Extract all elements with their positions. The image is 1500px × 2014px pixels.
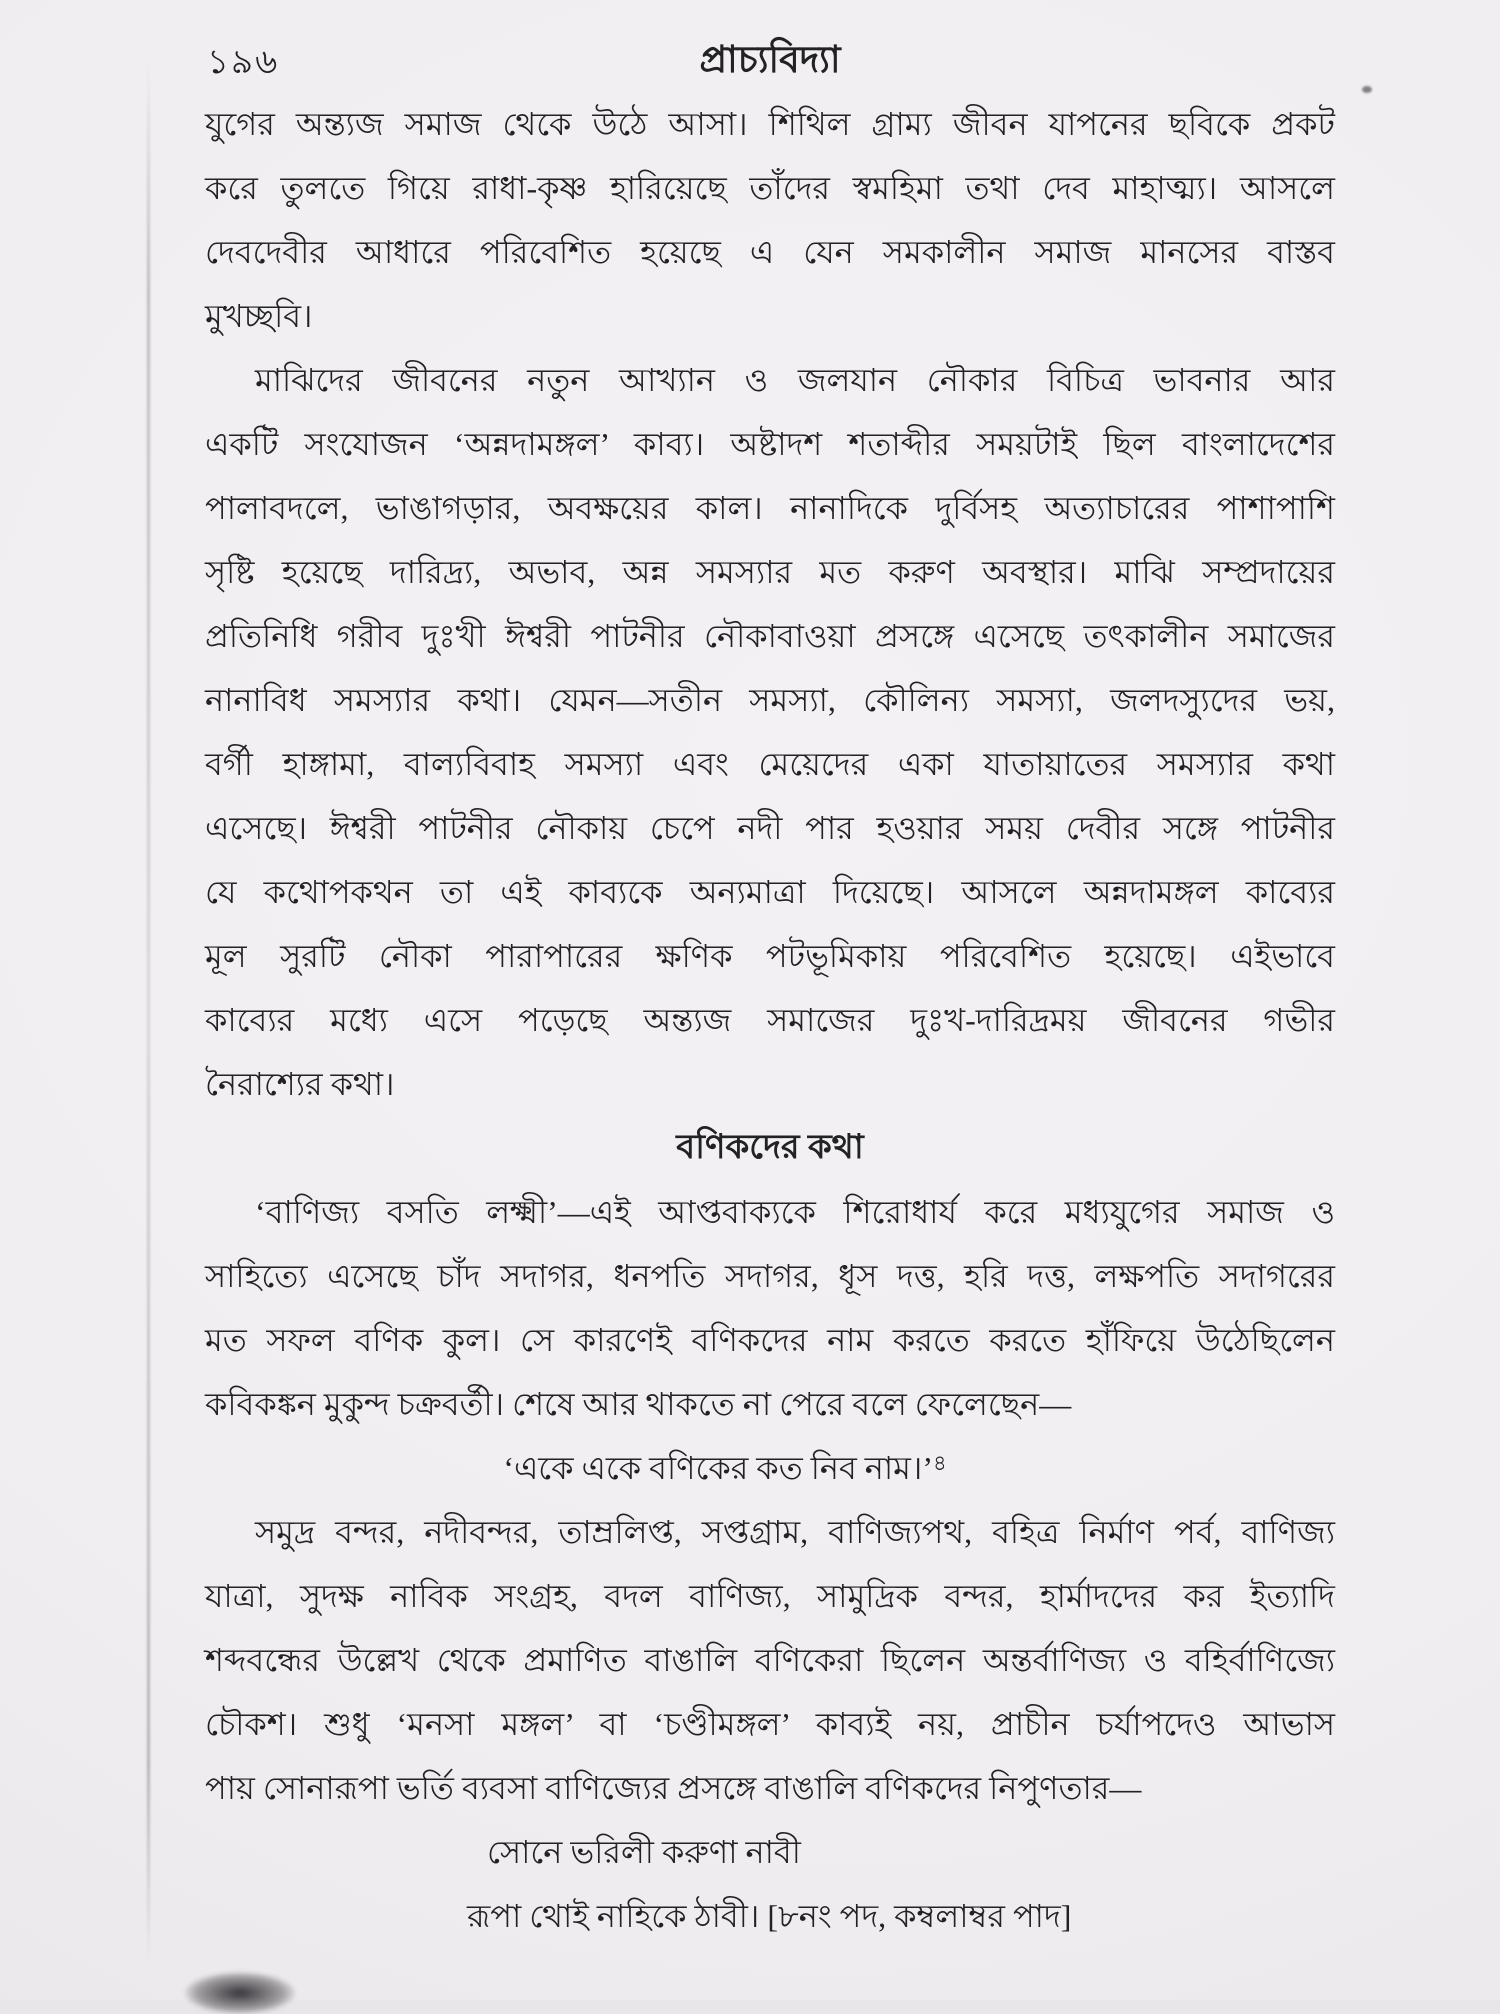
- verse-line: রূপা থোই নাহিকে ঠাবী। [৮নং পদ, কম্বলাম্বর পাদ]: [467, 1898, 1072, 1934]
- text-line: কবিকঙ্কন মুকুন্দ চক্রবর্তী। শেষে আর থাকতে না পেরে বলে ফেলেছেন—: [205, 1386, 1072, 1422]
- text-line: পায় সোনারূপা ভর্তি ব্যবসা বাণিজ্যের প্রসঙ্গে বাঙালি বণিকদের নিপুণতার—: [205, 1770, 1142, 1806]
- verse-block: [205, 1820, 1335, 1948]
- paragraph: [205, 1180, 1335, 1436]
- text-line: সাহিত্যে এসেছে চাঁদ সদাগর, ধনপতি সদাগর, ধূস দত্ত, হরি দত্ত, লক্ষপতি সদাগরের: [205, 1258, 1335, 1294]
- verse-quote: [205, 1436, 1335, 1500]
- scan-speck: [1362, 86, 1372, 93]
- running-head-title: প্রাচ্যবিদ্যা: [699, 40, 841, 81]
- text-line: যাত্রা, সুদক্ষ নাবিক সংগ্রহ, বদল বাণিজ্য, সামুদ্রিক বন্দর, হার্মাদদের কর ইত্যাদি: [205, 1578, 1335, 1614]
- section-heading: বণিকদের কথা: [676, 1129, 864, 1166]
- text-line: পালাবদলে, ভাঙাগড়ার, অবক্ষয়ের কাল। নানাদিকে দুর্বিসহ অত্যাচারের পাশাপাশি: [205, 490, 1335, 526]
- page-header: [205, 30, 1335, 82]
- paragraph: [205, 1500, 1335, 1820]
- text-line: এসেছে। ঈশ্বরী পাটনীর নৌকায় চেপে নদী পার হওয়ার সময় দেবীর সঙ্গে পাটনীর: [205, 810, 1335, 846]
- text-line: মত সফল বণিক কুল। সে কারণেই বণিকদের নাম করতে করতে হাঁফিয়ে উঠেছিলেন: [205, 1322, 1335, 1358]
- text-line: সমুদ্র বন্দর, নদীবন্দর, তাম্রলিপ্ত, সপ্তগ্রাম, বাণিজ্যপথ, বহিত্র নির্মাণ পর্ব, বাণিজ্য: [255, 1514, 1335, 1550]
- text-line: যুগের অন্ত্যজ সমাজ থেকে উঠে আসা। শিথিল গ্রাম্য জীবন যাপনের ছবিকে প্রকট: [205, 106, 1335, 142]
- quote-text: ‘একে একে বণিকের কত নিব নাম।’: [503, 1450, 934, 1486]
- text-line: নানাবিধ সমস্যার কথা। যেমন—সতীন সমস্যা, কৌলিন্য সমস্যা, জলদস্যুদের ভয়,: [205, 682, 1335, 718]
- text-line: একটি সংযোজন ‘অন্নদামঙ্গল’ কাব্য। অষ্টাদশ শতাব্দীর সময়টাই ছিল বাংলাদেশের: [205, 426, 1335, 462]
- text-line: মুখচ্ছবি।: [205, 298, 313, 334]
- text-body: [205, 92, 1335, 1948]
- text-line: ‘বাণিজ্য বসতি লক্ষ্মী’—এই আপ্তবাক্যকে শিরোধার্য করে মধ্যযুগের সমাজ ও: [255, 1194, 1335, 1230]
- text-line: করে তুলতে গিয়ে রাধা-কৃষ্ণ হারিয়েছে তাঁদের স্বমহিমা তথা দেব মাহাত্ম্য। আসলে: [205, 170, 1335, 206]
- text-line: নৈরাশ্যের কথা।: [205, 1066, 395, 1102]
- page-number: ১৯৬: [207, 44, 280, 81]
- footnote-marker: ৪: [933, 1451, 947, 1475]
- paragraph: [205, 92, 1335, 348]
- text-line: প্রতিনিধি গরীব দুঃখী ঈশ্বরী পাটনীর নৌকাবাওয়া প্রসঙ্গে এসেছে তৎকালীন সমাজের: [205, 618, 1335, 654]
- text-line: সৃষ্টি হয়েছে দারিদ্র্য, অভাব, অন্ন সমস্যার মত করুণ অবস্থার। মাঝি সম্প্রদায়ের: [205, 554, 1335, 590]
- text-line: যে কথোপকথন তা এই কাব্যকে অন্যমাত্রা দিয়েছে। আসলে অন্নদামঙ্গল কাব্যের: [205, 874, 1335, 910]
- scan-gutter-shadow: [147, 60, 150, 1960]
- scan-ink-smudge: [185, 1972, 295, 2014]
- text-line: চৌকশ। শুধু ‘মনসা মঙ্গল’ বা ‘চণ্ডীমঙ্গল’ কাব্যই নয়, প্রাচীন চর্যাপদেও আভাস: [205, 1706, 1335, 1742]
- text-line: বর্গী হাঙ্গামা, বাল্যবিবাহ সমস্যা এবং মেয়েদের একা যাতায়াতের সমস্যার কথা: [205, 746, 1335, 782]
- text-line: মূল সুরটি নৌকা পারাপারের ক্ষণিক পটভূমিকায় পরিবেশিত হয়েছে। এইভাবে: [205, 938, 1335, 974]
- paragraph: [205, 348, 1335, 1116]
- text-line: কাব্যের মধ্যে এসে পড়েছে অন্ত্যজ সমাজের দুঃখ-দারিদ্রময় জীবনের গভীর: [205, 1002, 1335, 1038]
- verse-line: সোনে ভরিলী করুণা নাবী: [487, 1834, 801, 1870]
- text-line: দেবদেবীর আধারে পরিবেশিত হয়েছে এ যেন সমকালীন সমাজ মানসের বাস্তব: [205, 234, 1335, 270]
- text-line: মাঝিদের জীবনের নতুন আখ্যান ও জলযান নৌকার বিচিত্র ভাবনার আর: [255, 362, 1335, 398]
- text-line: শব্দবন্ধের উল্লেখ থেকে প্রমাণিত বাঙালি বণিকেরা ছিলেন অন্তর্বাণিজ্য ও বহির্বাণিজ্যে: [205, 1642, 1335, 1678]
